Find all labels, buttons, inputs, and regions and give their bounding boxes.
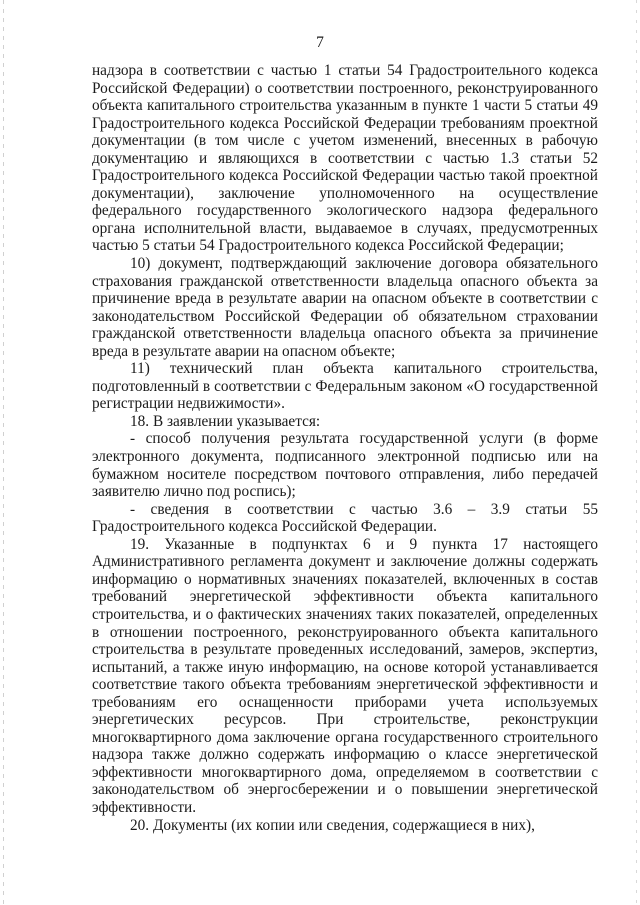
document-body bbox=[92, 62, 598, 834]
paragraph-continuation: надзора в соответствии с частью 1 статьи 54 Градостроительного кодекса Российской Федерации) о соответствии построенного, реконструированного объекта капитального строительства указанным в пункте 1 части 5 статьи 49 Градостроительного кодекса Российской Федерации требованиям проектной документации (в том числе с учетом изменений, внесенных в рабочую документацию и являющихся в соответствии с частью 1.3 статьи 52 Градостроительного кодекса Российской Федерации частью такой проектной документации), заключение уполномоченного на осуществление федерального государственного экологического надзора федерального органа исполнительной власти, выдаваемое в случаях, предусмотренных частью 5 статьи 54 Градостроительного кодекса Российской Федерации; bbox=[92, 62, 598, 255]
paragraph-clause-20: 20. Документы (их копии или сведения, содержащиеся в них), bbox=[130, 816, 535, 834]
paragraph-item-10: 10) документ, подтверждающий заключение договора обязательного страхования гражданской ответственности владельца опасного объекта за причинение вреда в результате аварии на опасном объекте в соответствии с законодательством Российской Федерации об обязательном страховании гражданской ответственности владельца опасного объекта за причинение вреда в результате аварии на опасном объекте; bbox=[92, 255, 598, 360]
paragraph-clause-18: 18. В заявлении указывается: bbox=[130, 412, 321, 430]
page-number: 7 bbox=[316, 34, 324, 51]
paragraph-item-11: 11) технический план объекта капитального строительства, подготовленный в соответствии с Федеральным законом «О государственной регистрации недвижимости». bbox=[92, 360, 598, 413]
scan-edge-left bbox=[3, 0, 4, 905]
paragraph-bullet-information: - сведения в соответствии с частью 3.6 – 3.9 статьи 55 Градостроительного кодекса Российской Федерации. bbox=[92, 500, 598, 536]
paragraph-clause-19: 19. Указанные в подпунктах 6 и 9 пункта 17 настоящего Административного регламента документ и заключение должны содержать информацию о нормативных значениях показателей, включенных в состав требований энергетической эффективности объекта капитального строительства, и о фактических значениях таких показателей, определенных в отношении построенного, реконструированного объекта капитального строительства в результате проведенных исследований, замеров, экспертиз, испытаний, а также иную информацию, на основе которой устанавливается соответствие такого объекта требованиям энергетической эффективности и требованиям его оснащенности приборами учета используемых энергетических ресурсов. При строительстве, реконструкции многоквартирного дома заключение органа государственного строительного надзора также должно содержать информацию о классе энергетической эффективности многоквартирного дома, определяемом в соответствии с законодательством об энергосбережении и о повышении энергетической эффективности. bbox=[92, 535, 598, 816]
paragraph-bullet-delivery-method: - способ получения результата государственной услуги (в форме электронного документа, подписанного электронной подписью или на бумажном носителе посредством почтового отправления, либо передачей заявителю лично под роспись); bbox=[92, 430, 598, 501]
scan-edge-right bbox=[636, 0, 637, 905]
